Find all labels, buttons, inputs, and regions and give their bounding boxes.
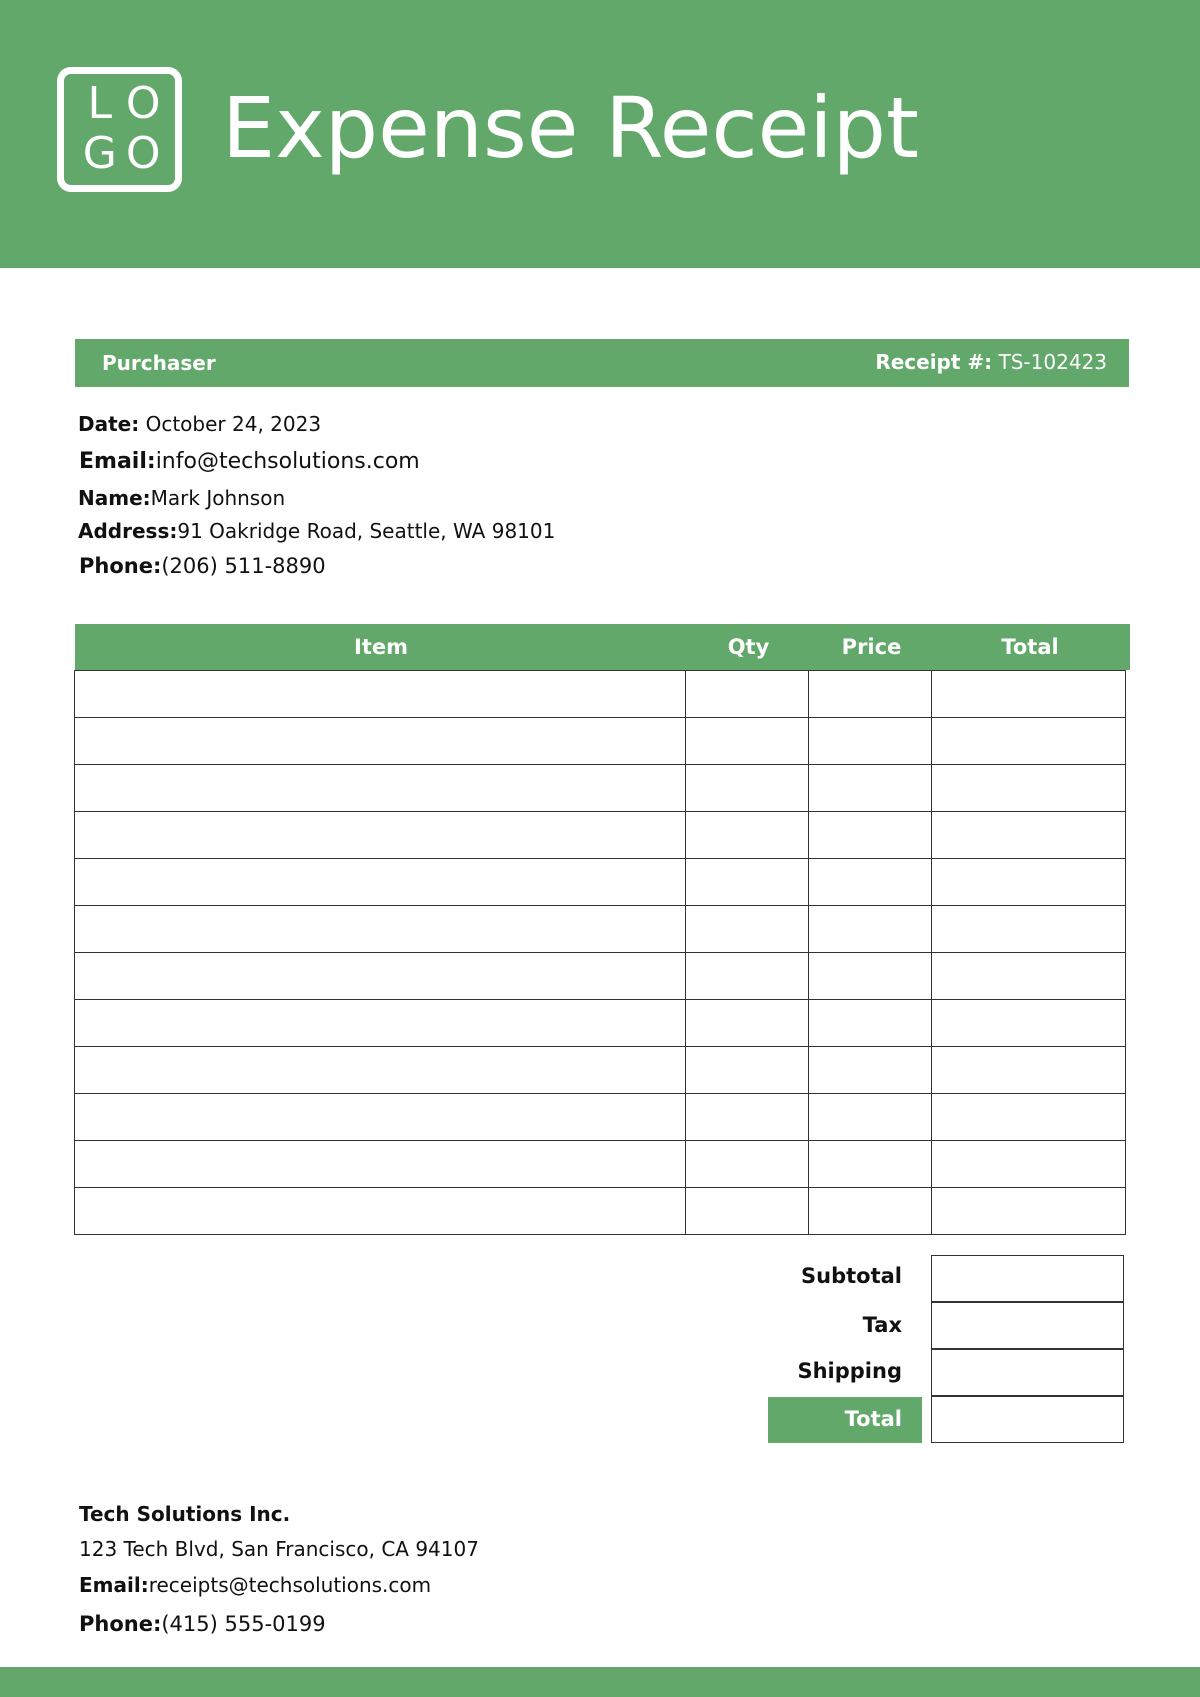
item-cell[interactable]	[75, 1094, 686, 1141]
subtotal-field[interactable]	[931, 1255, 1124, 1302]
subtotal-label: Subtotal	[801, 1264, 902, 1288]
items-table-header	[75, 624, 1130, 670]
table-row	[75, 1141, 1126, 1188]
price-cell[interactable]	[809, 1188, 932, 1235]
total-cell[interactable]	[932, 671, 1126, 718]
phone-label: Phone:	[79, 554, 162, 578]
column-header-total: Total	[1001, 635, 1059, 659]
price-cell[interactable]	[809, 812, 932, 859]
total-cell[interactable]	[932, 718, 1126, 765]
qty-cell[interactable]	[686, 1141, 809, 1188]
item-cell[interactable]	[75, 765, 686, 812]
column-header-price: Price	[841, 635, 902, 659]
price-cell[interactable]	[809, 859, 932, 906]
shipping-field[interactable]	[931, 1349, 1124, 1396]
total-label: Total	[844, 1407, 902, 1431]
logo-letter: G	[82, 127, 117, 179]
table-row	[75, 1188, 1126, 1235]
date-label: Date:	[78, 412, 140, 436]
company-address: 123 Tech Blvd, San Francisco, CA 94107	[79, 1537, 479, 1561]
purchaser-bar	[75, 339, 1129, 387]
qty-cell[interactable]	[686, 953, 809, 1000]
total-cell[interactable]	[932, 953, 1126, 1000]
column-header-item: Item	[354, 635, 408, 659]
table-row	[75, 1000, 1126, 1047]
company-email-line	[79, 1573, 431, 1597]
date-line	[78, 412, 321, 436]
total-cell[interactable]	[932, 765, 1126, 812]
total-cell[interactable]	[932, 1188, 1126, 1235]
item-cell[interactable]	[75, 1000, 686, 1047]
price-cell[interactable]	[809, 671, 932, 718]
price-cell[interactable]	[809, 906, 932, 953]
footer-banner	[0, 1667, 1200, 1697]
address-value: 91 Oakridge Road, Seattle, WA 98101	[177, 519, 556, 543]
address-line	[78, 519, 555, 543]
table-row	[75, 765, 1126, 812]
company-phone-value: (415) 555-0199	[161, 1612, 326, 1636]
table-row	[75, 859, 1126, 906]
column-header-qty: Qty	[727, 635, 770, 659]
shipping-label: Shipping	[797, 1359, 902, 1383]
purchaser-label: Purchaser	[102, 351, 216, 375]
total-label-chip	[768, 1397, 922, 1443]
company-phone-label: Phone:	[79, 1612, 162, 1636]
name-label: Name:	[78, 486, 151, 510]
receipt-number-value: TS-102423	[998, 350, 1107, 374]
name-value: Mark Johnson	[150, 486, 286, 510]
qty-cell[interactable]	[686, 1188, 809, 1235]
qty-cell[interactable]	[686, 1094, 809, 1141]
total-cell[interactable]	[932, 1047, 1126, 1094]
item-cell[interactable]	[75, 1047, 686, 1094]
item-cell[interactable]	[75, 718, 686, 765]
qty-cell[interactable]	[686, 671, 809, 718]
total-field[interactable]	[931, 1396, 1124, 1443]
price-cell[interactable]	[809, 765, 932, 812]
page-title: Expense Receipt	[222, 79, 919, 177]
qty-cell[interactable]	[686, 1047, 809, 1094]
company-email-value: receipts@techsolutions.com	[148, 1573, 432, 1597]
email-line	[79, 449, 420, 474]
qty-cell[interactable]	[686, 765, 809, 812]
qty-cell[interactable]	[686, 812, 809, 859]
tax-field[interactable]	[931, 1302, 1124, 1349]
phone-line	[79, 554, 326, 578]
email-label: Email:	[79, 449, 156, 474]
table-row	[75, 1094, 1126, 1141]
price-cell[interactable]	[809, 953, 932, 1000]
table-row	[75, 906, 1126, 953]
company-phone-line	[79, 1612, 326, 1636]
price-cell[interactable]	[809, 1141, 932, 1188]
item-cell[interactable]	[75, 671, 686, 718]
email-value: info@techsolutions.com	[155, 449, 420, 474]
price-cell[interactable]	[809, 1094, 932, 1141]
table-row	[75, 812, 1126, 859]
table-row	[75, 671, 1126, 718]
address-label: Address:	[78, 519, 178, 543]
qty-cell[interactable]	[686, 859, 809, 906]
header-banner	[0, 0, 1200, 268]
items-table	[74, 670, 1126, 1235]
qty-cell[interactable]	[686, 906, 809, 953]
price-cell[interactable]	[809, 1000, 932, 1047]
qty-cell[interactable]	[686, 718, 809, 765]
logo-letter: L	[87, 78, 112, 129]
company-email-label: Email:	[79, 1573, 149, 1597]
table-row	[75, 718, 1126, 765]
name-line	[78, 486, 285, 510]
tax-label: Tax	[862, 1313, 902, 1337]
date-value: October 24, 2023	[145, 412, 322, 436]
company-name	[79, 1502, 290, 1526]
logo-letter: O	[125, 127, 161, 179]
item-cell[interactable]	[75, 812, 686, 859]
total-cell[interactable]	[932, 812, 1126, 859]
total-cell[interactable]	[932, 1141, 1126, 1188]
item-cell[interactable]	[75, 859, 686, 906]
item-cell[interactable]	[75, 906, 686, 953]
table-row	[75, 1047, 1126, 1094]
logo-letter: O	[125, 78, 161, 129]
item-cell[interactable]	[75, 1188, 686, 1235]
price-cell[interactable]	[809, 1047, 932, 1094]
qty-cell[interactable]	[686, 1000, 809, 1047]
total-cell[interactable]	[932, 1000, 1126, 1047]
logo	[57, 67, 182, 192]
receipt-number	[875, 350, 1107, 374]
item-cell[interactable]	[75, 1141, 686, 1188]
total-cell[interactable]	[932, 1094, 1126, 1141]
receipt-number-label: Receipt #:	[875, 350, 993, 374]
total-cell[interactable]	[932, 859, 1126, 906]
phone-value: (206) 511-8890	[161, 554, 326, 578]
table-row	[75, 953, 1126, 1000]
item-cell[interactable]	[75, 953, 686, 1000]
total-cell[interactable]	[932, 906, 1126, 953]
company-name-text: Tech Solutions Inc.	[79, 1502, 291, 1526]
price-cell[interactable]	[809, 718, 932, 765]
